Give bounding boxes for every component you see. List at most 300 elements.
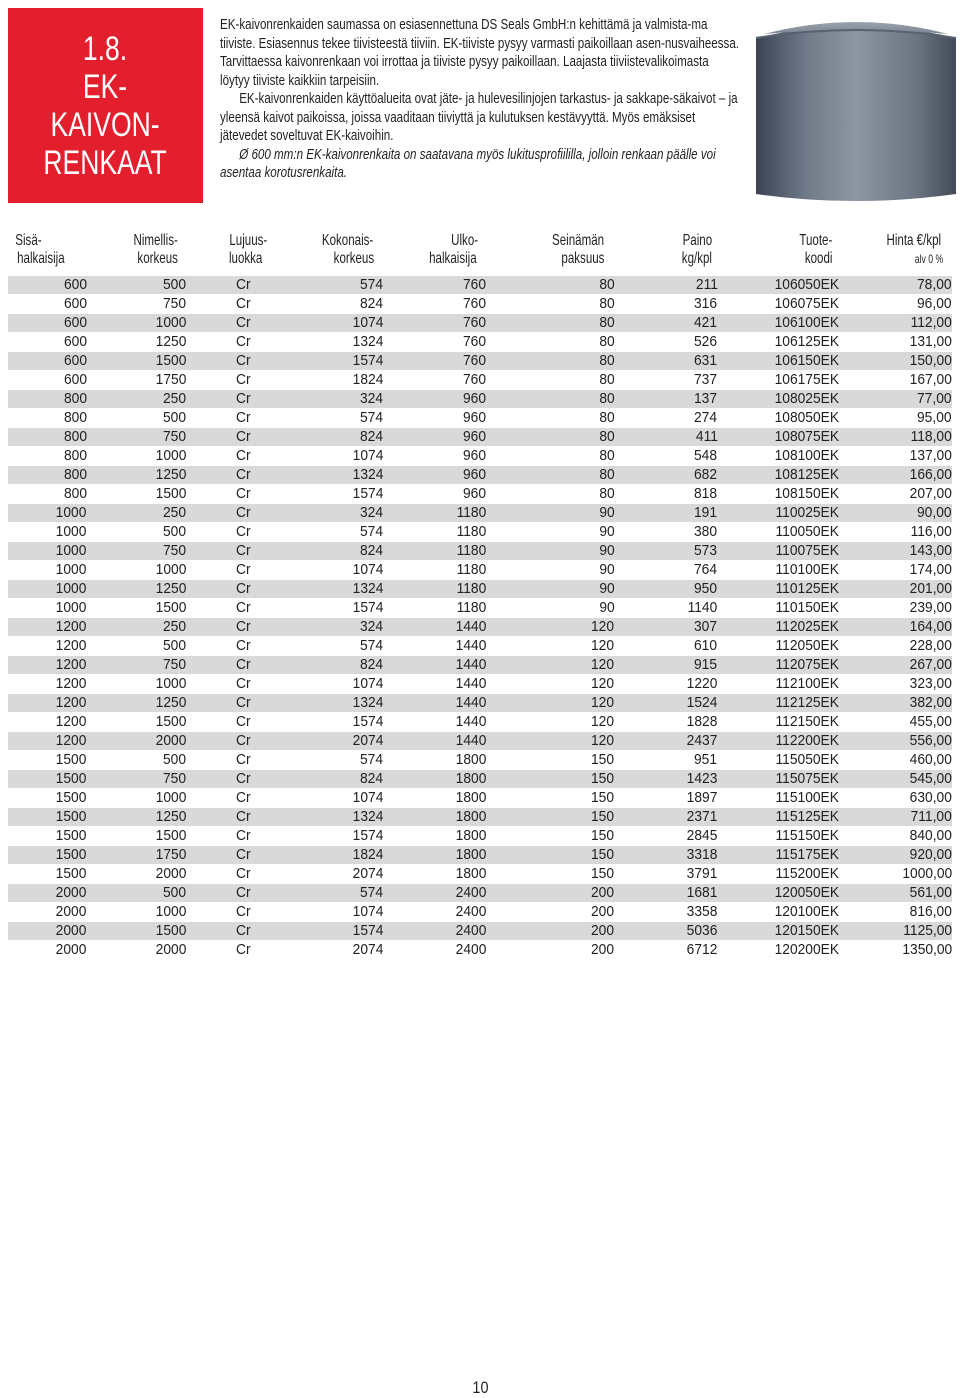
cell-nominal-height: 1250	[87, 694, 186, 713]
cell-total-height: 1324	[287, 580, 383, 599]
cell-total-height: 2074	[287, 865, 383, 884]
cell-inner-diameter: 1200	[8, 637, 87, 656]
cell-wall-thickness: 120	[486, 637, 614, 656]
cell-outer-diameter: 1800	[383, 865, 486, 884]
cell-price: 77,00	[839, 390, 952, 409]
cell-nominal-height: 1750	[87, 371, 186, 390]
cell-outer-diameter: 1440	[383, 618, 486, 637]
cell-product-code: 112050EK	[717, 637, 838, 656]
cell-wall-thickness: 80	[486, 409, 614, 428]
cell-weight: 421	[614, 314, 717, 333]
cell-nominal-height: 1500	[87, 922, 186, 941]
cell-weight: 573	[614, 542, 717, 561]
cell-inner-diameter: 1000	[8, 542, 87, 561]
cell-price: 143,00	[839, 542, 952, 561]
cell-strength-class: Cr	[186, 865, 287, 884]
cell-inner-diameter: 2000	[8, 884, 87, 903]
section-title-line-3: RENKAAT	[43, 143, 168, 182]
cell-total-height: 1574	[287, 827, 383, 846]
cell-inner-diameter: 1500	[8, 808, 87, 827]
cell-wall-thickness: 120	[486, 656, 614, 675]
cell-total-height: 1324	[287, 808, 383, 827]
cell-outer-diameter: 1180	[383, 561, 486, 580]
cell-weight: 5036	[614, 922, 717, 941]
cell-outer-diameter: 2400	[383, 903, 486, 922]
cell-outer-diameter: 1440	[383, 694, 486, 713]
cell-price: 96,00	[839, 295, 952, 314]
cell-wall-thickness: 90	[486, 561, 614, 580]
table-row	[8, 922, 952, 941]
table-row	[8, 903, 952, 922]
cell-outer-diameter: 2400	[383, 922, 486, 941]
cell-total-height: 1074	[287, 447, 383, 466]
cell-weight: 682	[614, 466, 717, 485]
cell-nominal-height: 1500	[87, 827, 186, 846]
cell-price: 112,00	[839, 314, 952, 333]
cell-price: 323,00	[839, 675, 952, 694]
cell-strength-class: Cr	[186, 485, 287, 504]
cell-nominal-height: 1250	[87, 333, 186, 352]
cell-product-code: 115125EK	[717, 808, 838, 827]
cell-product-code: 108075EK	[717, 428, 838, 447]
cell-wall-thickness: 80	[486, 333, 614, 352]
cell-wall-thickness: 200	[486, 941, 614, 960]
intro-paragraph-2: EK-kaivonrenkaiden käyttöalueita ovat jäte- ja hulevesilinjojen tarkastus- ja sakkape-säkaivot – ja yleensä kaivot paikoissa, joissa vaaditaan tiiviyttä ja kulutuksen kestävyyttä. Myös emäksiset jätevedet soveltuvat EK-kaivoihin.	[220, 91, 738, 144]
cell-outer-diameter: 1800	[383, 827, 486, 846]
cell-wall-thickness: 80	[486, 466, 614, 485]
cell-nominal-height: 1250	[87, 808, 186, 827]
cell-total-height: 1574	[287, 599, 383, 618]
cell-weight: 211	[614, 276, 717, 295]
cell-inner-diameter: 600	[8, 276, 87, 295]
cell-outer-diameter: 1440	[383, 675, 486, 694]
cell-outer-diameter: 960	[383, 409, 486, 428]
cell-product-code: 115150EK	[717, 827, 838, 846]
cell-product-code: 112075EK	[717, 656, 838, 675]
cell-inner-diameter: 800	[8, 428, 87, 447]
cell-inner-diameter: 800	[8, 466, 87, 485]
cell-strength-class: Cr	[186, 675, 287, 694]
cell-outer-diameter: 1180	[383, 523, 486, 542]
section-title-line-2: KAIVON-	[50, 105, 161, 144]
cell-weight: 1828	[614, 713, 717, 732]
cell-total-height: 2074	[287, 732, 383, 751]
cell-strength-class: Cr	[186, 276, 287, 295]
cell-strength-class: Cr	[186, 333, 287, 352]
cell-total-height: 574	[287, 523, 383, 542]
cell-product-code: 108100EK	[717, 447, 838, 466]
page-number: 10	[471, 1378, 489, 1397]
cell-inner-diameter: 800	[8, 390, 87, 409]
cell-weight: 950	[614, 580, 717, 599]
cell-nominal-height: 750	[87, 656, 186, 675]
cell-strength-class: Cr	[186, 447, 287, 466]
cell-weight: 6712	[614, 941, 717, 960]
cell-wall-thickness: 200	[486, 922, 614, 941]
cell-outer-diameter: 1440	[383, 637, 486, 656]
table-row	[8, 428, 952, 447]
cell-wall-thickness: 120	[486, 694, 614, 713]
cell-nominal-height: 2000	[87, 732, 186, 751]
cell-price: 561,00	[839, 884, 952, 903]
cell-inner-diameter: 600	[8, 314, 87, 333]
cell-weight: 137	[614, 390, 717, 409]
cell-price: 201,00	[839, 580, 952, 599]
cell-strength-class: Cr	[186, 390, 287, 409]
cell-nominal-height: 500	[87, 884, 186, 903]
cell-outer-diameter: 960	[383, 485, 486, 504]
cell-inner-diameter: 1500	[8, 865, 87, 884]
cell-total-height: 324	[287, 504, 383, 523]
cell-weight: 316	[614, 295, 717, 314]
cell-price: 166,00	[839, 466, 952, 485]
intro-paragraph-1: EK-kaivonrenkaiden saumassa on esiasennettuna DS Seals GmbH:n kehittämä ja valmista-ma tiiviste. Esiasennus tekee tiivisteestä tiiviin. EK-tiiviste pysyy varmasti paikoillaan asen-nusvaiheessa. Tarvittaessa kaivonrenkaan voi irrottaa ja tiiviste pysyy paikoillaan. Laajasta tiiviistevalikoimasta löytyy tiiviste kaikkiin tarpeisiin.	[220, 17, 740, 89]
cell-wall-thickness: 80	[486, 447, 614, 466]
product-table	[8, 232, 952, 960]
cell-price: 920,00	[839, 846, 952, 865]
cell-wall-thickness: 150	[486, 751, 614, 770]
cell-total-height: 574	[287, 884, 383, 903]
cell-nominal-height: 750	[87, 542, 186, 561]
cell-strength-class: Cr	[186, 713, 287, 732]
cell-weight: 951	[614, 751, 717, 770]
cell-weight: 274	[614, 409, 717, 428]
table-row	[8, 789, 952, 808]
table-row	[8, 390, 952, 409]
cell-inner-diameter: 1500	[8, 789, 87, 808]
cell-wall-thickness: 90	[486, 504, 614, 523]
cell-price: 239,00	[839, 599, 952, 618]
cell-inner-diameter: 1200	[8, 675, 87, 694]
header-product-code: Tuote- koodi	[799, 232, 833, 267]
cell-wall-thickness: 200	[486, 903, 614, 922]
cell-inner-diameter: 600	[8, 371, 87, 390]
cell-inner-diameter: 1200	[8, 656, 87, 675]
cell-weight: 411	[614, 428, 717, 447]
table-row	[8, 542, 952, 561]
cell-weight: 915	[614, 656, 717, 675]
intro-text	[220, 16, 740, 183]
cell-product-code: 108125EK	[717, 466, 838, 485]
cell-price: 164,00	[839, 618, 952, 637]
cell-strength-class: Cr	[186, 922, 287, 941]
cell-total-height: 1574	[287, 485, 383, 504]
cell-wall-thickness: 120	[486, 618, 614, 637]
cell-strength-class: Cr	[186, 694, 287, 713]
cell-total-height: 824	[287, 428, 383, 447]
cell-product-code: 106125EK	[717, 333, 838, 352]
cell-wall-thickness: 150	[486, 865, 614, 884]
cell-outer-diameter: 760	[383, 295, 486, 314]
table-row	[8, 580, 952, 599]
cell-total-height: 2074	[287, 941, 383, 960]
cell-inner-diameter: 2000	[8, 941, 87, 960]
table-row	[8, 561, 952, 580]
cell-inner-diameter: 1200	[8, 732, 87, 751]
table-row	[8, 941, 952, 960]
header-nominal-height: Nimellis- korkeus	[133, 232, 178, 267]
cell-weight: 526	[614, 333, 717, 352]
cell-total-height: 324	[287, 390, 383, 409]
cell-strength-class: Cr	[186, 656, 287, 675]
cell-weight: 1423	[614, 770, 717, 789]
cell-price: 1350,00	[839, 941, 952, 960]
cell-strength-class: Cr	[186, 884, 287, 903]
cell-inner-diameter: 1500	[8, 827, 87, 846]
cell-wall-thickness: 150	[486, 789, 614, 808]
cell-inner-diameter: 2000	[8, 903, 87, 922]
cell-inner-diameter: 1000	[8, 523, 87, 542]
table-row	[8, 808, 952, 827]
cell-strength-class: Cr	[186, 561, 287, 580]
cell-outer-diameter: 760	[383, 314, 486, 333]
cell-wall-thickness: 90	[486, 523, 614, 542]
cell-product-code: 112200EK	[717, 732, 838, 751]
cell-inner-diameter: 1200	[8, 713, 87, 732]
intro-paragraph-3: Ø 600 mm:n EK-kaivonrenkaita on saatavana myös lukitusprofiililla, jolloin renkaan päälle voi asentaa korotusrenkaita.	[220, 146, 716, 181]
cell-wall-thickness: 80	[486, 390, 614, 409]
cell-strength-class: Cr	[186, 599, 287, 618]
cell-outer-diameter: 2400	[383, 884, 486, 903]
table-row	[8, 447, 952, 466]
cell-product-code: 108050EK	[717, 409, 838, 428]
cell-strength-class: Cr	[186, 580, 287, 599]
cell-total-height: 574	[287, 751, 383, 770]
table-row	[8, 314, 952, 333]
cell-wall-thickness: 80	[486, 276, 614, 295]
cell-wall-thickness: 150	[486, 770, 614, 789]
cell-total-height: 324	[287, 618, 383, 637]
table-row	[8, 618, 952, 637]
cell-weight: 818	[614, 485, 717, 504]
cell-nominal-height: 500	[87, 751, 186, 770]
table-row	[8, 466, 952, 485]
cell-total-height: 1574	[287, 713, 383, 732]
cell-weight: 764	[614, 561, 717, 580]
cell-price: 460,00	[839, 751, 952, 770]
cell-inner-diameter: 2000	[8, 922, 87, 941]
cell-total-height: 1324	[287, 694, 383, 713]
cell-price: 630,00	[839, 789, 952, 808]
cell-wall-thickness: 200	[486, 884, 614, 903]
table-row	[8, 656, 952, 675]
cell-outer-diameter: 1800	[383, 808, 486, 827]
cell-product-code: 106175EK	[717, 371, 838, 390]
cell-nominal-height: 1000	[87, 789, 186, 808]
cell-inner-diameter: 600	[8, 295, 87, 314]
cell-product-code: 112025EK	[717, 618, 838, 637]
cell-product-code: 112125EK	[717, 694, 838, 713]
cell-weight: 1897	[614, 789, 717, 808]
table-row	[8, 295, 952, 314]
cell-total-height: 1574	[287, 922, 383, 941]
cell-product-code: 120150EK	[717, 922, 838, 941]
cell-strength-class: Cr	[186, 903, 287, 922]
cell-weight: 3791	[614, 865, 717, 884]
cell-nominal-height: 250	[87, 390, 186, 409]
cell-weight: 191	[614, 504, 717, 523]
cell-strength-class: Cr	[186, 618, 287, 637]
header-weight: Paino kg/kpl	[681, 232, 712, 267]
cell-product-code: 115050EK	[717, 751, 838, 770]
cell-inner-diameter: 1000	[8, 580, 87, 599]
cell-wall-thickness: 80	[486, 428, 614, 447]
header-strength-class: Lujuus- luokka	[228, 232, 268, 267]
cell-nominal-height: 250	[87, 504, 186, 523]
cell-wall-thickness: 90	[486, 542, 614, 561]
table-row	[8, 599, 952, 618]
cell-strength-class: Cr	[186, 409, 287, 428]
cell-inner-diameter: 800	[8, 409, 87, 428]
cell-strength-class: Cr	[186, 295, 287, 314]
cell-strength-class: Cr	[186, 523, 287, 542]
cell-product-code: 106050EK	[717, 276, 838, 295]
cell-strength-class: Cr	[186, 770, 287, 789]
section-title-line-1: EK-	[83, 67, 128, 106]
cell-total-height: 1824	[287, 371, 383, 390]
cell-outer-diameter: 760	[383, 352, 486, 371]
cell-outer-diameter: 960	[383, 447, 486, 466]
cell-strength-class: Cr	[186, 789, 287, 808]
cell-strength-class: Cr	[186, 808, 287, 827]
cell-nominal-height: 250	[87, 618, 186, 637]
cell-wall-thickness: 120	[486, 675, 614, 694]
cell-price: 167,00	[839, 371, 952, 390]
cell-price: 95,00	[839, 409, 952, 428]
table-row	[8, 352, 952, 371]
table-row	[8, 523, 952, 542]
cell-price: 840,00	[839, 827, 952, 846]
cell-price: 174,00	[839, 561, 952, 580]
cell-price: 131,00	[839, 333, 952, 352]
cell-strength-class: Cr	[186, 352, 287, 371]
cell-product-code: 115075EK	[717, 770, 838, 789]
table-row	[8, 371, 952, 390]
cell-product-code: 108025EK	[717, 390, 838, 409]
cell-total-height: 1074	[287, 314, 383, 333]
cell-total-height: 574	[287, 409, 383, 428]
cell-outer-diameter: 960	[383, 390, 486, 409]
cell-inner-diameter: 1000	[8, 504, 87, 523]
cell-outer-diameter: 760	[383, 333, 486, 352]
header-total-height: Kokonais- korkeus	[321, 232, 375, 267]
table-row	[8, 827, 952, 846]
cell-strength-class: Cr	[186, 371, 287, 390]
cell-wall-thickness: 80	[486, 295, 614, 314]
cell-weight: 737	[614, 371, 717, 390]
cell-nominal-height: 2000	[87, 941, 186, 960]
cell-inner-diameter: 800	[8, 485, 87, 504]
cell-outer-diameter: 960	[383, 428, 486, 447]
cell-strength-class: Cr	[186, 314, 287, 333]
table-row	[8, 751, 952, 770]
cell-outer-diameter: 1180	[383, 580, 486, 599]
cell-wall-thickness: 150	[486, 827, 614, 846]
cell-price: 1000,00	[839, 865, 952, 884]
table-row	[8, 409, 952, 428]
cell-price: 228,00	[839, 637, 952, 656]
cell-total-height: 1574	[287, 352, 383, 371]
cell-total-height: 1324	[287, 333, 383, 352]
cell-product-code: 106100EK	[717, 314, 838, 333]
cell-nominal-height: 1000	[87, 675, 186, 694]
cell-outer-diameter: 2400	[383, 941, 486, 960]
header-outer-diameter: Ulko- halkaisija	[429, 232, 479, 267]
cell-price: 382,00	[839, 694, 952, 713]
cell-product-code: 115200EK	[717, 865, 838, 884]
cell-price: 1125,00	[839, 922, 952, 941]
cell-product-code: 115175EK	[717, 846, 838, 865]
cell-strength-class: Cr	[186, 466, 287, 485]
cell-nominal-height: 1000	[87, 903, 186, 922]
cell-product-code: 120050EK	[717, 884, 838, 903]
cell-inner-diameter: 600	[8, 352, 87, 371]
table-row	[8, 694, 952, 713]
cell-weight: 2437	[614, 732, 717, 751]
cell-nominal-height: 1500	[87, 713, 186, 732]
table-row	[8, 846, 952, 865]
cell-inner-diameter: 1500	[8, 770, 87, 789]
cell-outer-diameter: 760	[383, 371, 486, 390]
cell-wall-thickness: 80	[486, 352, 614, 371]
cell-nominal-height: 1500	[87, 599, 186, 618]
section-number: 1.8.	[83, 29, 128, 68]
cell-price: 118,00	[839, 428, 952, 447]
cell-product-code: 106075EK	[717, 295, 838, 314]
cell-wall-thickness: 150	[486, 846, 614, 865]
cell-wall-thickness: 80	[486, 371, 614, 390]
cell-strength-class: Cr	[186, 941, 287, 960]
cell-price: 267,00	[839, 656, 952, 675]
cell-inner-diameter: 1500	[8, 751, 87, 770]
cell-strength-class: Cr	[186, 827, 287, 846]
cell-product-code: 106150EK	[717, 352, 838, 371]
cell-nominal-height: 1000	[87, 447, 186, 466]
cell-outer-diameter: 1800	[383, 789, 486, 808]
header-price: Hinta €/kpl alv 0 %	[886, 232, 944, 266]
cell-weight: 2371	[614, 808, 717, 827]
cell-weight: 1681	[614, 884, 717, 903]
cell-outer-diameter: 1180	[383, 542, 486, 561]
cell-strength-class: Cr	[186, 428, 287, 447]
header-inner-diameter: Sisä- halkaisija	[15, 232, 65, 267]
cell-price: 90,00	[839, 504, 952, 523]
cell-nominal-height: 750	[87, 770, 186, 789]
cell-outer-diameter: 1800	[383, 846, 486, 865]
cell-nominal-height: 750	[87, 428, 186, 447]
cell-total-height: 1074	[287, 903, 383, 922]
cell-price: 78,00	[839, 276, 952, 295]
cell-total-height: 1074	[287, 561, 383, 580]
table-header-row	[8, 232, 952, 276]
section-title-box	[8, 8, 203, 203]
cell-total-height: 574	[287, 276, 383, 295]
cell-product-code: 112150EK	[717, 713, 838, 732]
cell-product-code: 120200EK	[717, 941, 838, 960]
cell-product-code: 110100EK	[717, 561, 838, 580]
cell-inner-diameter: 1200	[8, 618, 87, 637]
cell-price: 545,00	[839, 770, 952, 789]
cell-total-height: 1824	[287, 846, 383, 865]
cell-total-height: 824	[287, 770, 383, 789]
cell-wall-thickness: 90	[486, 580, 614, 599]
cell-inner-diameter: 1500	[8, 846, 87, 865]
cell-outer-diameter: 1440	[383, 732, 486, 751]
cell-nominal-height: 1250	[87, 580, 186, 599]
cell-price: 711,00	[839, 808, 952, 827]
cell-total-height: 1074	[287, 675, 383, 694]
cell-total-height: 1324	[287, 466, 383, 485]
